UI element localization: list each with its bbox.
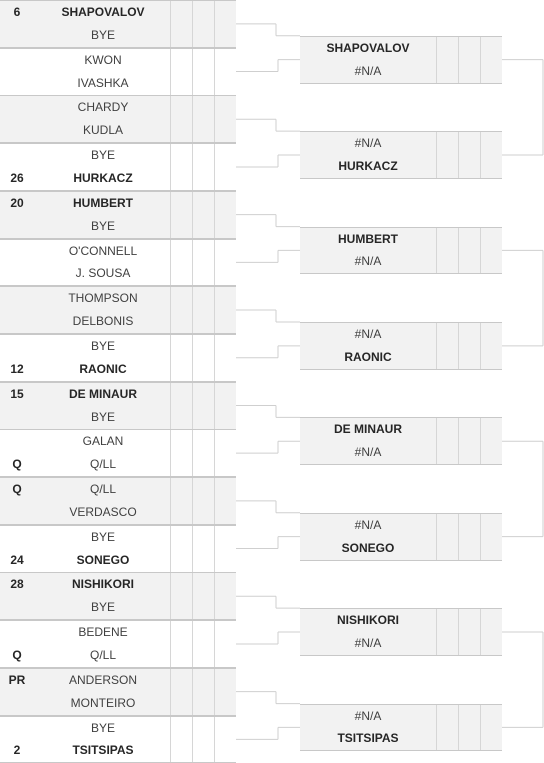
score-cell[interactable] [192, 430, 213, 453]
score-cell[interactable] [192, 144, 213, 167]
draw-row[interactable] [0, 48, 236, 72]
score-cell[interactable] [480, 632, 501, 655]
score-cell[interactable] [480, 514, 501, 537]
score-cell[interactable] [170, 358, 191, 381]
second-round-slot[interactable] [300, 155, 502, 179]
score-cell[interactable] [480, 537, 501, 560]
player-name: TSITSIPAS [72, 743, 134, 758]
seed-label: 15 [10, 386, 24, 401]
score-cell[interactable] [192, 358, 213, 381]
player-name: Q/LL [89, 482, 116, 496]
score-cell[interactable] [214, 167, 235, 190]
seed-label [4, 144, 30, 167]
score-cell[interactable] [214, 573, 235, 596]
player-name: SONEGO [341, 540, 395, 555]
score-cell[interactable] [436, 228, 457, 251]
player-name: BYE [90, 600, 115, 615]
seed-label [4, 310, 30, 333]
score-cell[interactable] [480, 37, 501, 60]
second-round-slot[interactable] [300, 704, 502, 728]
seed-label: PR [8, 672, 26, 687]
second-round-slot[interactable] [300, 346, 502, 370]
score-cell[interactable] [170, 430, 191, 453]
score-cell[interactable] [436, 60, 457, 83]
score-cell[interactable] [214, 72, 235, 95]
player-name: Q/LL [89, 648, 116, 662]
score-cell[interactable] [170, 669, 191, 692]
draw-row[interactable] [0, 596, 236, 620]
score-cell[interactable] [436, 705, 457, 728]
score-cell[interactable] [192, 287, 213, 310]
score-cell[interactable] [192, 192, 213, 215]
score-cell[interactable] [170, 262, 191, 285]
score-cell[interactable] [214, 739, 235, 762]
second-round-slot[interactable] [300, 537, 502, 561]
score-cell[interactable] [170, 49, 191, 72]
score-cell[interactable] [214, 310, 235, 333]
player-name: ANDERSON [68, 672, 137, 687]
draw-row[interactable] [0, 191, 236, 215]
score-cell[interactable] [214, 287, 235, 310]
player-name: SHAPOVALOV [61, 5, 145, 19]
second-round-slot[interactable] [300, 36, 502, 60]
score-cell[interactable] [436, 346, 457, 369]
score-cell[interactable] [192, 1, 213, 24]
draw-row[interactable] [0, 477, 236, 501]
score-cell[interactable] [458, 323, 479, 346]
score-cell[interactable] [458, 537, 479, 560]
seed-label: 28 [10, 577, 24, 592]
score-cell[interactable] [214, 1, 235, 24]
score-cell[interactable] [170, 96, 191, 119]
score-cell[interactable] [170, 644, 191, 667]
score-cell[interactable] [480, 346, 501, 369]
score-cell[interactable] [436, 514, 457, 537]
seed-label [4, 24, 30, 47]
player-name: BYE [90, 218, 115, 233]
score-cell[interactable] [170, 739, 191, 762]
score-cell[interactable] [170, 406, 191, 429]
score-cell[interactable] [192, 573, 213, 596]
seed-label [4, 596, 30, 619]
draw-row[interactable] [0, 525, 236, 549]
score-cell[interactable] [170, 478, 191, 501]
score-cell[interactable] [170, 383, 191, 406]
draw-row[interactable] [0, 239, 236, 263]
score-cell[interactable] [170, 167, 191, 190]
player-name: VERDASCO [69, 504, 137, 519]
score-cell[interactable] [170, 215, 191, 238]
player-name: HURKACZ [73, 171, 133, 185]
second-round-slot[interactable] [300, 632, 502, 656]
player-name: HUMBERT [73, 195, 133, 210]
score-cell[interactable] [214, 549, 235, 572]
score-cell[interactable] [170, 453, 191, 476]
draw-row[interactable] [0, 453, 236, 477]
score-cell[interactable] [214, 453, 235, 476]
player-name: #N/A [354, 708, 382, 723]
player-name: KUDLA [82, 123, 123, 138]
draw-row[interactable] [0, 501, 236, 525]
score-cell[interactable] [192, 383, 213, 406]
draw-row[interactable] [0, 620, 236, 644]
seed-label [4, 72, 30, 95]
draw-row[interactable] [0, 668, 236, 692]
score-cell[interactable] [192, 167, 213, 190]
score-cell[interactable] [458, 727, 479, 750]
score-cell[interactable] [214, 596, 235, 619]
seed-label: 24 [10, 552, 24, 567]
score-cell[interactable] [192, 526, 213, 549]
score-cell[interactable] [458, 60, 479, 83]
player-name: BEDENE [78, 625, 128, 640]
score-cell[interactable] [170, 287, 191, 310]
score-cell[interactable] [436, 132, 457, 155]
player-name: #N/A [354, 445, 382, 460]
draw-row[interactable] [0, 716, 236, 740]
score-cell[interactable] [170, 573, 191, 596]
score-cell[interactable] [458, 132, 479, 155]
score-cell[interactable] [214, 501, 235, 524]
draw-row[interactable] [0, 382, 236, 406]
score-cell[interactable] [192, 310, 213, 333]
score-cell[interactable] [214, 96, 235, 119]
score-cell[interactable] [214, 49, 235, 72]
player-name: IVASHKA [77, 75, 129, 90]
score-cell[interactable] [192, 692, 213, 715]
draw-row[interactable] [0, 143, 236, 167]
player-name: BYE [90, 720, 115, 735]
draw-row[interactable] [0, 119, 236, 143]
score-cell[interactable] [170, 692, 191, 715]
score-cell[interactable] [436, 155, 457, 178]
score-cell[interactable] [214, 358, 235, 381]
player-name: KWON [84, 52, 122, 67]
score-cell[interactable] [170, 335, 191, 358]
score-cell[interactable] [192, 596, 213, 619]
seed-label: Q [12, 648, 22, 662]
score-cell[interactable] [436, 632, 457, 655]
draw-row[interactable] [0, 167, 236, 191]
draw-row[interactable] [0, 358, 236, 382]
draw-row[interactable] [0, 334, 236, 358]
player-name: RAONIC [79, 361, 127, 376]
score-cell[interactable] [436, 441, 457, 464]
score-cell[interactable] [480, 609, 501, 632]
player-name: DELBONIS [72, 314, 134, 329]
score-cell[interactable] [458, 228, 479, 251]
draw-row[interactable] [0, 429, 236, 453]
score-cell[interactable] [170, 621, 191, 644]
score-cell[interactable] [192, 406, 213, 429]
seed-label: Q [12, 457, 22, 472]
score-cell[interactable] [214, 215, 235, 238]
player-name: #N/A [354, 254, 382, 269]
player-name: O'CONNELL [68, 243, 138, 258]
score-cell[interactable] [458, 418, 479, 441]
seed-label [4, 240, 30, 263]
seed-label [4, 717, 30, 740]
player-name: GALAN [82, 434, 124, 449]
score-cell[interactable] [480, 418, 501, 441]
score-cell[interactable] [480, 60, 501, 83]
draw-row[interactable] [0, 310, 236, 334]
score-cell[interactable] [480, 250, 501, 273]
player-name: BYE [90, 27, 115, 42]
score-cell[interactable] [458, 441, 479, 464]
seed-label [4, 262, 30, 285]
score-cell[interactable] [170, 72, 191, 95]
player-name: BYE [90, 529, 115, 544]
score-cell[interactable] [170, 549, 191, 572]
draw-row[interactable] [0, 24, 236, 48]
score-cell[interactable] [192, 621, 213, 644]
player-name: THOMPSON [68, 291, 138, 306]
score-cell[interactable] [192, 501, 213, 524]
score-cell[interactable] [458, 155, 479, 178]
draw-row[interactable] [0, 739, 236, 763]
second-round-slot[interactable] [300, 227, 502, 251]
score-cell[interactable] [192, 96, 213, 119]
draw-row[interactable] [0, 95, 236, 119]
score-cell[interactable] [458, 632, 479, 655]
score-cell[interactable] [480, 727, 501, 750]
score-cell[interactable] [436, 37, 457, 60]
seed-label [4, 406, 30, 429]
player-name: BYE [90, 409, 115, 424]
score-cell[interactable] [458, 346, 479, 369]
seed-label: 12 [10, 361, 24, 376]
score-cell[interactable] [214, 383, 235, 406]
second-round-slot[interactable] [300, 322, 502, 346]
score-cell[interactable] [170, 526, 191, 549]
draw-row[interactable] [0, 692, 236, 716]
seed-label [4, 215, 30, 238]
seed-label [4, 49, 30, 72]
draw-row[interactable] [0, 72, 236, 96]
score-cell[interactable] [214, 478, 235, 501]
score-cell[interactable] [192, 49, 213, 72]
second-round-slot[interactable] [300, 417, 502, 441]
score-cell[interactable] [170, 596, 191, 619]
score-cell[interactable] [192, 453, 213, 476]
score-cell[interactable] [458, 250, 479, 273]
score-cell[interactable] [214, 335, 235, 358]
second-round-slot[interactable] [300, 727, 502, 751]
score-cell[interactable] [192, 240, 213, 263]
draw-row[interactable] [0, 286, 236, 310]
player-name: BYE [90, 338, 115, 353]
seed-label [4, 526, 30, 549]
seed-label [4, 621, 30, 644]
score-cell[interactable] [214, 119, 235, 142]
player-name: #N/A [354, 63, 382, 78]
player-name: DE MINAUR [334, 422, 402, 437]
seed-label [4, 119, 30, 142]
player-name: NISHIKORI [336, 613, 399, 628]
score-cell[interactable] [214, 24, 235, 47]
player-name: BYE [90, 148, 115, 163]
score-cell[interactable] [192, 549, 213, 572]
score-cell[interactable] [214, 240, 235, 263]
player-name: CHARDY [77, 100, 129, 115]
score-cell[interactable] [436, 537, 457, 560]
score-cell[interactable] [170, 144, 191, 167]
score-cell[interactable] [214, 717, 235, 740]
score-cell[interactable] [192, 644, 213, 667]
score-cell[interactable] [480, 323, 501, 346]
score-cell[interactable] [214, 430, 235, 453]
score-cell[interactable] [480, 132, 501, 155]
score-cell[interactable] [214, 406, 235, 429]
seed-label [4, 430, 30, 453]
score-cell[interactable] [436, 323, 457, 346]
score-cell[interactable] [214, 669, 235, 692]
score-cell[interactable] [192, 24, 213, 47]
draw-row[interactable] [0, 572, 236, 596]
score-cell[interactable] [192, 669, 213, 692]
score-cell[interactable] [480, 705, 501, 728]
score-cell[interactable] [214, 192, 235, 215]
score-cell[interactable] [170, 501, 191, 524]
second-round-slot[interactable] [300, 513, 502, 537]
second-round-slot[interactable] [300, 250, 502, 274]
score-cell[interactable] [214, 144, 235, 167]
player-name: HUMBERT [338, 231, 398, 246]
draw-row[interactable] [0, 406, 236, 430]
draw-row[interactable] [0, 0, 236, 24]
score-cell[interactable] [192, 717, 213, 740]
score-cell[interactable] [170, 192, 191, 215]
player-name: #N/A [354, 136, 382, 151]
score-cell[interactable] [170, 24, 191, 47]
seed-label [4, 335, 30, 358]
draw-row[interactable] [0, 644, 236, 668]
seed-label [4, 501, 30, 524]
player-name: DE MINAUR [69, 386, 137, 401]
score-cell[interactable] [170, 240, 191, 263]
score-cell[interactable] [170, 1, 191, 24]
draw-row[interactable] [0, 262, 236, 286]
score-cell[interactable] [436, 609, 457, 632]
player-name: SHAPOVALOV [326, 40, 410, 55]
player-name: #N/A [354, 517, 382, 532]
seed-label: 26 [10, 171, 24, 185]
player-name: #N/A [354, 327, 382, 341]
score-cell[interactable] [192, 335, 213, 358]
score-cell[interactable] [170, 119, 191, 142]
score-cell[interactable] [436, 250, 457, 273]
score-cell[interactable] [480, 441, 501, 464]
seed-label: 6 [13, 5, 21, 19]
player-name: SONEGO [76, 552, 130, 567]
score-cell[interactable] [214, 621, 235, 644]
score-cell[interactable] [214, 262, 235, 285]
score-cell[interactable] [192, 739, 213, 762]
player-name: NISHIKORI [71, 577, 134, 592]
score-cell[interactable] [192, 262, 213, 285]
score-cell[interactable] [192, 119, 213, 142]
player-name: HURKACZ [338, 159, 398, 173]
score-cell[interactable] [214, 526, 235, 549]
player-name: J. SOUSA [75, 266, 131, 281]
player-name: MONTEIRO [70, 695, 136, 710]
seed-label [4, 692, 30, 715]
score-cell[interactable] [214, 692, 235, 715]
score-cell[interactable] [458, 37, 479, 60]
score-cell[interactable] [170, 717, 191, 740]
score-cell[interactable] [480, 228, 501, 251]
score-cell[interactable] [458, 705, 479, 728]
player-name: RAONIC [344, 349, 392, 364]
score-cell[interactable] [480, 155, 501, 178]
seed-label: 20 [10, 195, 24, 210]
score-cell[interactable] [436, 418, 457, 441]
score-cell[interactable] [458, 609, 479, 632]
second-round-slot[interactable] [300, 131, 502, 155]
seed-label [4, 96, 30, 119]
player-name: Q/LL [89, 457, 116, 472]
seed-label: Q [12, 482, 22, 496]
player-name: TSITSIPAS [337, 731, 399, 746]
score-cell[interactable] [436, 727, 457, 750]
second-round-slot[interactable] [300, 60, 502, 84]
score-cell[interactable] [192, 72, 213, 95]
score-cell[interactable] [214, 644, 235, 667]
second-round-slot[interactable] [300, 608, 502, 632]
draw-row[interactable] [0, 549, 236, 573]
second-round-slot[interactable] [300, 441, 502, 465]
draw-row[interactable] [0, 215, 236, 239]
seed-label: 2 [13, 743, 21, 758]
score-cell[interactable] [192, 215, 213, 238]
seed-label [4, 287, 30, 310]
score-cell[interactable] [170, 310, 191, 333]
player-name: #N/A [354, 636, 382, 650]
score-cell[interactable] [458, 514, 479, 537]
score-cell[interactable] [192, 478, 213, 501]
